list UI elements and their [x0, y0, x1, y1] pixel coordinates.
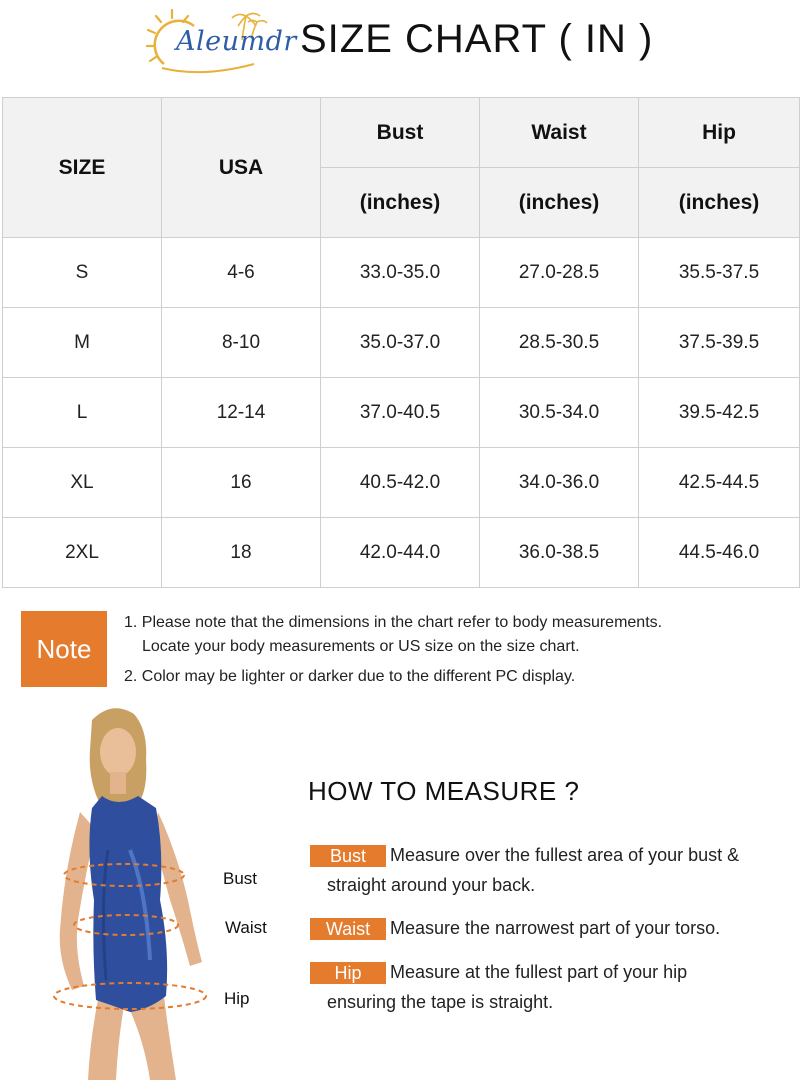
cell-bust: 33.0-35.0	[321, 238, 480, 308]
cell-waist: 27.0-28.5	[480, 238, 639, 308]
figure-label-waist: Waist	[225, 918, 267, 937]
header	[0, 0, 800, 90]
table-row	[3, 308, 800, 378]
cell-usa: 8-10	[162, 308, 321, 378]
header-waist: Waist	[480, 98, 639, 168]
brand-name: Aleumdr	[176, 26, 297, 57]
table-row	[3, 378, 800, 448]
size-chart-table	[2, 97, 800, 588]
cell-bust: 37.0-40.5	[321, 378, 480, 448]
cell-hip: 39.5-42.5	[639, 378, 800, 448]
cell-usa: 18	[162, 518, 321, 588]
unit-bust: (inches)	[321, 168, 480, 238]
cell-waist: 36.0-38.5	[480, 518, 639, 588]
cell-size: S	[3, 238, 162, 308]
bust-tag: Bust	[310, 845, 386, 867]
table-row	[3, 518, 800, 588]
cell-waist: 34.0-36.0	[480, 448, 639, 518]
cell-size: M	[3, 308, 162, 378]
cell-usa: 16	[162, 448, 321, 518]
how-to-measure-title: HOW TO MEASURE ?	[308, 776, 580, 806]
figure-label-bust: Bust	[223, 869, 258, 888]
cell-bust: 40.5-42.0	[321, 448, 480, 518]
header-usa: USA	[162, 98, 321, 238]
note-line-1: 1. Please note that the dimensions in the chart refer to body measurements.	[124, 614, 663, 631]
page-title: SIZE CHART ( IN )	[300, 17, 654, 61]
cell-size: 2XL	[3, 518, 162, 588]
waist-instruction: Measure the narrowest part of your torso.	[390, 918, 721, 938]
table-row	[3, 238, 800, 308]
cell-size: XL	[3, 448, 162, 518]
hip-instruction-2: ensuring the tape is straight.	[327, 992, 554, 1012]
cell-waist: 28.5-30.5	[480, 308, 639, 378]
hip-tag: Hip	[310, 962, 386, 984]
model-swimsuit-illustration	[30, 700, 240, 1080]
brand-logo	[142, 6, 297, 82]
hip-instruction-1: Measure at the fullest part of your hip	[390, 962, 688, 982]
cell-hip: 44.5-46.0	[639, 518, 800, 588]
note-line-1b: Locate your body measurements or US size on the size chart.	[142, 638, 580, 655]
cell-usa: 12-14	[162, 378, 321, 448]
cell-hip: 37.5-39.5	[639, 308, 800, 378]
unit-waist: (inches)	[480, 168, 639, 238]
cell-hip: 42.5-44.5	[639, 448, 800, 518]
note-line-2: 2. Color may be lighter or darker due to the different PC display.	[124, 668, 576, 685]
table-row	[3, 448, 800, 518]
note-badge: Note	[21, 611, 107, 687]
cell-bust: 35.0-37.0	[321, 308, 480, 378]
header-hip: Hip	[639, 98, 800, 168]
figure-label-hip: Hip	[224, 989, 250, 1008]
header-size: SIZE	[3, 98, 162, 238]
unit-hip: (inches)	[639, 168, 800, 238]
bust-instruction-2: straight around your back.	[327, 875, 536, 895]
table-header-row	[3, 98, 800, 168]
model-figure	[30, 700, 240, 1080]
cell-waist: 30.5-34.0	[480, 378, 639, 448]
waist-tag: Waist	[310, 918, 386, 940]
cell-size: L	[3, 378, 162, 448]
bust-instruction-1: Measure over the fullest area of your bust &	[390, 845, 740, 865]
cell-bust: 42.0-44.0	[321, 518, 480, 588]
header-bust: Bust	[321, 98, 480, 168]
cell-usa: 4-6	[162, 238, 321, 308]
cell-hip: 35.5-37.5	[639, 238, 800, 308]
